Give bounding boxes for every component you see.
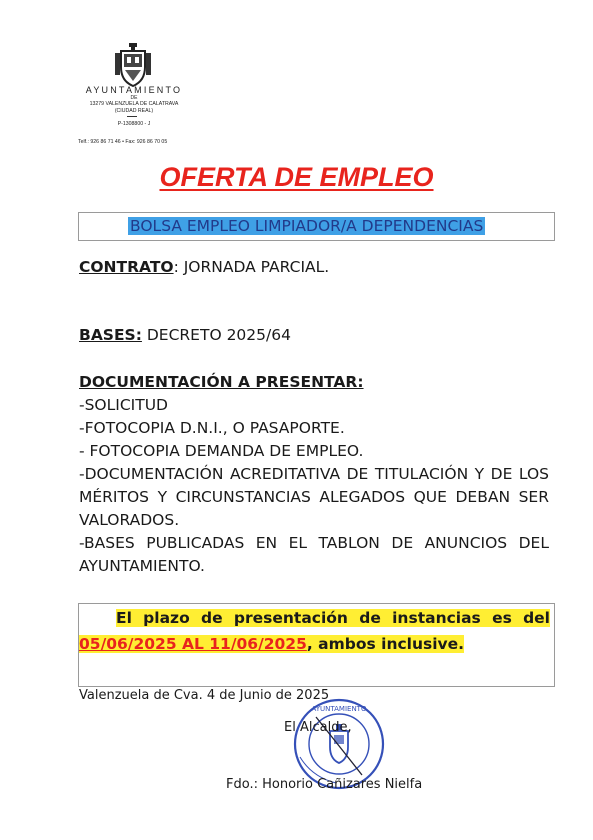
date-line: Valenzuela de Cva. 4 de Junio de 2025 (79, 688, 330, 703)
doc-item: -BASES PUBLICADAS EN EL TABLON DE ANUNCIOS DEL (79, 534, 549, 552)
job-heading: BOLSA EMPLEO LIMPIADOR/A DEPENDENCIAS (130, 217, 484, 235)
doc-item: -DOCUMENTACIÓN ACREDITATIVA DE TITULACIÓN Y DE LOS (79, 465, 549, 483)
bases-row (79, 326, 291, 344)
signer-title: El Alcalde, (284, 720, 352, 735)
letterhead-province: (CIUDAD REAL) (114, 108, 154, 114)
plazo-text: El plazo de presentación de instancias es del (116, 609, 550, 627)
doc-item: MÉRITOS Y CIRCUNSTANCIAS ALEGADOS QUE DEBAN SER (79, 488, 549, 506)
page-title: OFERTA DE EMPLEO (159, 162, 434, 192)
doc-item: - FOTOCOPIA DEMANDA DE EMPLEO. (79, 442, 364, 460)
doc-item: AYUNTAMIENTO. (79, 557, 205, 575)
doc-item: VALORADOS. (79, 511, 180, 529)
doc-item: -FOTOCOPIA D.N.I., O PASAPORTE. (79, 419, 345, 437)
plazo-dates: 05/06/2025 AL 11/06/2025 (79, 635, 307, 653)
contrato-row (79, 258, 329, 276)
contrato-value: : JORNADA PARCIAL. (173, 258, 330, 276)
stamp-text: AYUNTAMIENTO (311, 705, 367, 713)
plazo-rest: , ambos inclusive. (306, 635, 465, 653)
letterhead-name: AYUNTAMIENTO (85, 85, 183, 95)
documentacion-label: DOCUMENTACIÓN A PRESENTAR: (79, 373, 364, 391)
bases-value: DECRETO 2025/64 (141, 326, 291, 344)
coat-of-arms-icon (115, 43, 151, 87)
contrato-label: CONTRATO (79, 258, 174, 276)
letterhead-divider (127, 116, 137, 117)
plazo-line-2 (79, 635, 464, 653)
letterhead-de: DE (130, 95, 138, 101)
signature-line: Fdo.: Honorio Cañizares Nielfa (226, 777, 423, 792)
letterhead-phones: Telf.: 926 86 71 46 • Fax: 926 86 70 05 (78, 139, 168, 145)
doc-item: -SOLICITUD (79, 396, 168, 414)
bases-label: BASES: (79, 326, 142, 344)
letterhead-code: P-1308800 - J (117, 121, 151, 127)
letterhead-address: 13279 VALENZUELA DE CALATRAVA (89, 101, 179, 107)
plazo-line-1 (79, 609, 550, 627)
